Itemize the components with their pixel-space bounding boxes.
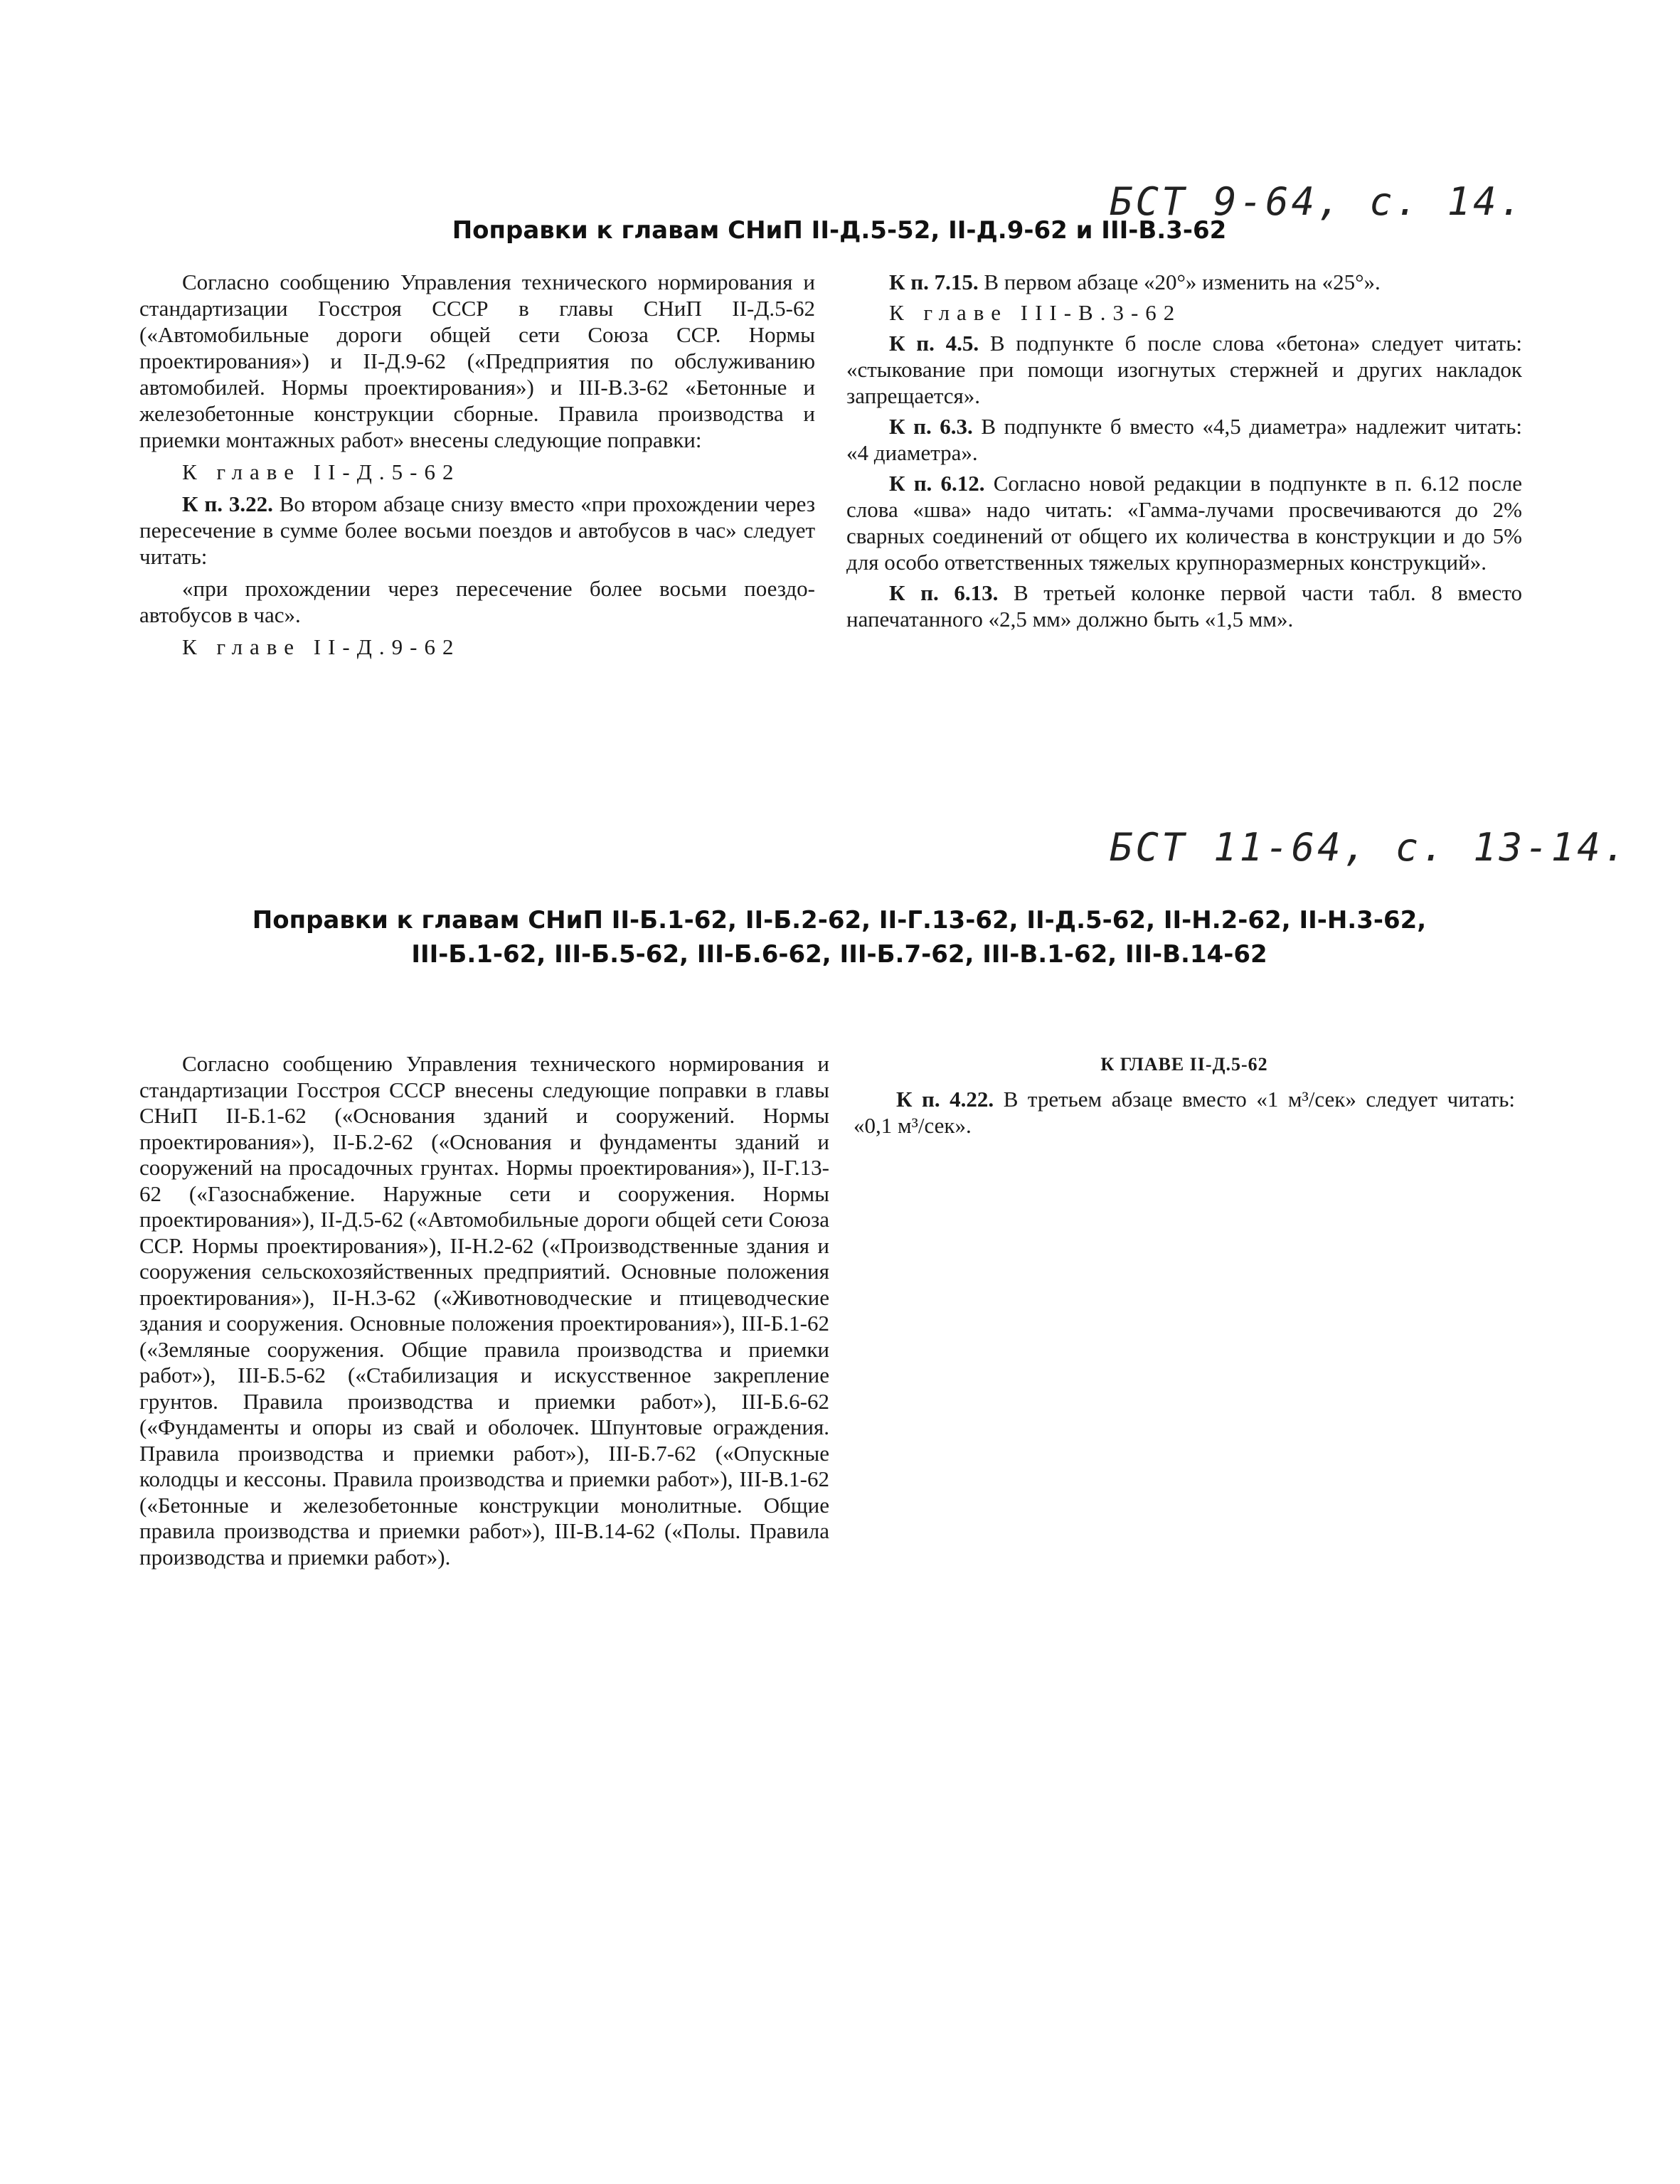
section-2-title-line-1: Поправки к главам СНиП II-Б.1-62, II-Б.2-62, II-Г.13-62, II-Д.5-62, II-Н.2-62, II-Н.3-62, [252,906,1427,934]
handwritten-note-2: БСТ 11-64, с. 13-14. [1110,825,1630,870]
clause-text: В третьей колонке первой части табл. 8 вместо напечатанного «2,5 мм» должно быть «1,5 мм». [846,580,1523,632]
section-2-title-line-2: III-Б.1-62, III-Б.5-62, III-Б.6-62, III-Б.7-62, III-В.1-62, III-В.14-62 [411,940,1267,969]
section-2-title [156,903,1522,971]
clause-ref: К п. 6.13. [889,580,999,605]
section-1-intro: Согласно сообщению Управления технического нормирования и стандартизации Госстроя СССР в главы СНиП II-Д.5-62 («Автомобильные дороги общей сети Союза ССР. Нормы проектирования») и II-Д.9-62 («Предприятия по обслуживанию автомобилей. Нормы проектирования») и III-В.3-62 «Бетонные и железобетонные конструкции сборные. Правила производства и приемки монтажных работ» внесены следующие поправки: [139,270,815,452]
amendment-item [854,1086,1515,1139]
clause-ref: К п. 4.5. [889,331,979,356]
section-2-left-column [139,1051,829,1570]
chapter-heading: К ГЛАВЕ II-Д.5-62 [1100,1054,1268,1075]
amendment-item [846,413,1522,466]
section-2-intro: Согласно сообщению Управления технического нормирования и стандартизации Госстроя СССР внесены следующие поправки в главы СНиП II-Б.1-62 («Основания зданий и сооружений. Нормы проектирования»), II-Б.2-62 («Основания и фундаменты зданий и сооружений на просадочных грунтах. Нормы проектирования»), II-Г.13-62 («Газоснабжение. Наружные сети и сооружения. Нормы проектирования»), II-Д.5-62 («Автомобильные дороги общей сети Союза ССР. Нормы проектирования»), II-Н.2-62 («Производственные здания и сооружения сельскохозяйственных предприятий. Основные положения проектирования»), II-Н.3-62 («Животноводческие и птицеводческие здания и сооружения. Основные положения проектирования»), III-Б.1-62 («Земляные сооружения. Общие правила производства и приемки работ»), III-Б.5-62 («Стабилизация и искусственное закрепление грунтов. Правила производства и приемки работ»), III-Б.6-62 («Фундаменты и опоры из свай и оболочек. Шпунтовые ограждения. Правила производства и приемки работ»), III-Б.7-62 («Опускные колодцы и кессоны. Правила производства и приемки работ»), III-В.1-62 («Бетонные и железобетонные конструкции монолитные. Общие правила производства и приемки работ»), III-В.14-62 («Полы. Правила производства и приемки работ»). [139,1051,829,1570]
clause-text: В подпункте б вместо «4,5 диаметра» надлежит читать: «4 диаметра». [846,414,1523,465]
clause-quote: «при прохождении через пересечение более восьми поездо-автобусов в час». [139,576,815,627]
amendment-item [139,491,815,570]
handwritten-note-1: БСТ 9-64, с. 14. [1110,179,1526,224]
clause-text: В подпункте б после слова «бетона» следует читать: «стыкование при помощи изогнутых стержней и других накладок запрещается». [846,331,1523,408]
clause-ref: К п. 7.15. [889,270,979,294]
amendment-item [846,330,1522,409]
chapter-heading: К главе III-В.3-62 [889,300,1182,325]
amendment-item [846,580,1522,632]
clause-ref: К п. 3.22. [182,491,273,516]
amendment-item [846,269,1522,295]
clause-text: В третьем абзаце вместо «1 м³/сек» следует читать: «0,1 м³/сек». [854,1087,1516,1138]
clause-ref: К п. 6.12. [889,471,985,496]
chapter-heading: К главе II-Д.9-62 [182,634,461,659]
clause-ref: К п. 4.22. [896,1087,994,1112]
clause-text: Согласно новой редакции в подпункте в п. 6.12 после слова «шва» надо читать: «Гамма-лучами просвечиваются до 2% сварных соединений от общего их количества в конструкции и до 5% для особо ответственных тяжелых крупноразмерных конструкций». [846,471,1523,575]
clause-text: В первом абзаце «20°» изменить на «25°». [984,270,1381,294]
section-2-right-column [854,1051,1515,1139]
clause-text: Во втором абзаце снизу вместо «при прохождении через пересечение в сумме более восьми поездов и автобусов в час» следует читать: [139,491,816,569]
chapter-heading: К главе II-Д.5-62 [182,459,461,484]
section-1-left-column [139,269,815,660]
amendment-item [846,470,1522,575]
section-1-title: Поправки к главам СНиП II-Д.5-52, II-Д.9-62 и III-В.3-62 [452,216,1227,245]
clause-ref: К п. 6.3. [889,414,973,439]
section-1-right-column [846,269,1522,632]
